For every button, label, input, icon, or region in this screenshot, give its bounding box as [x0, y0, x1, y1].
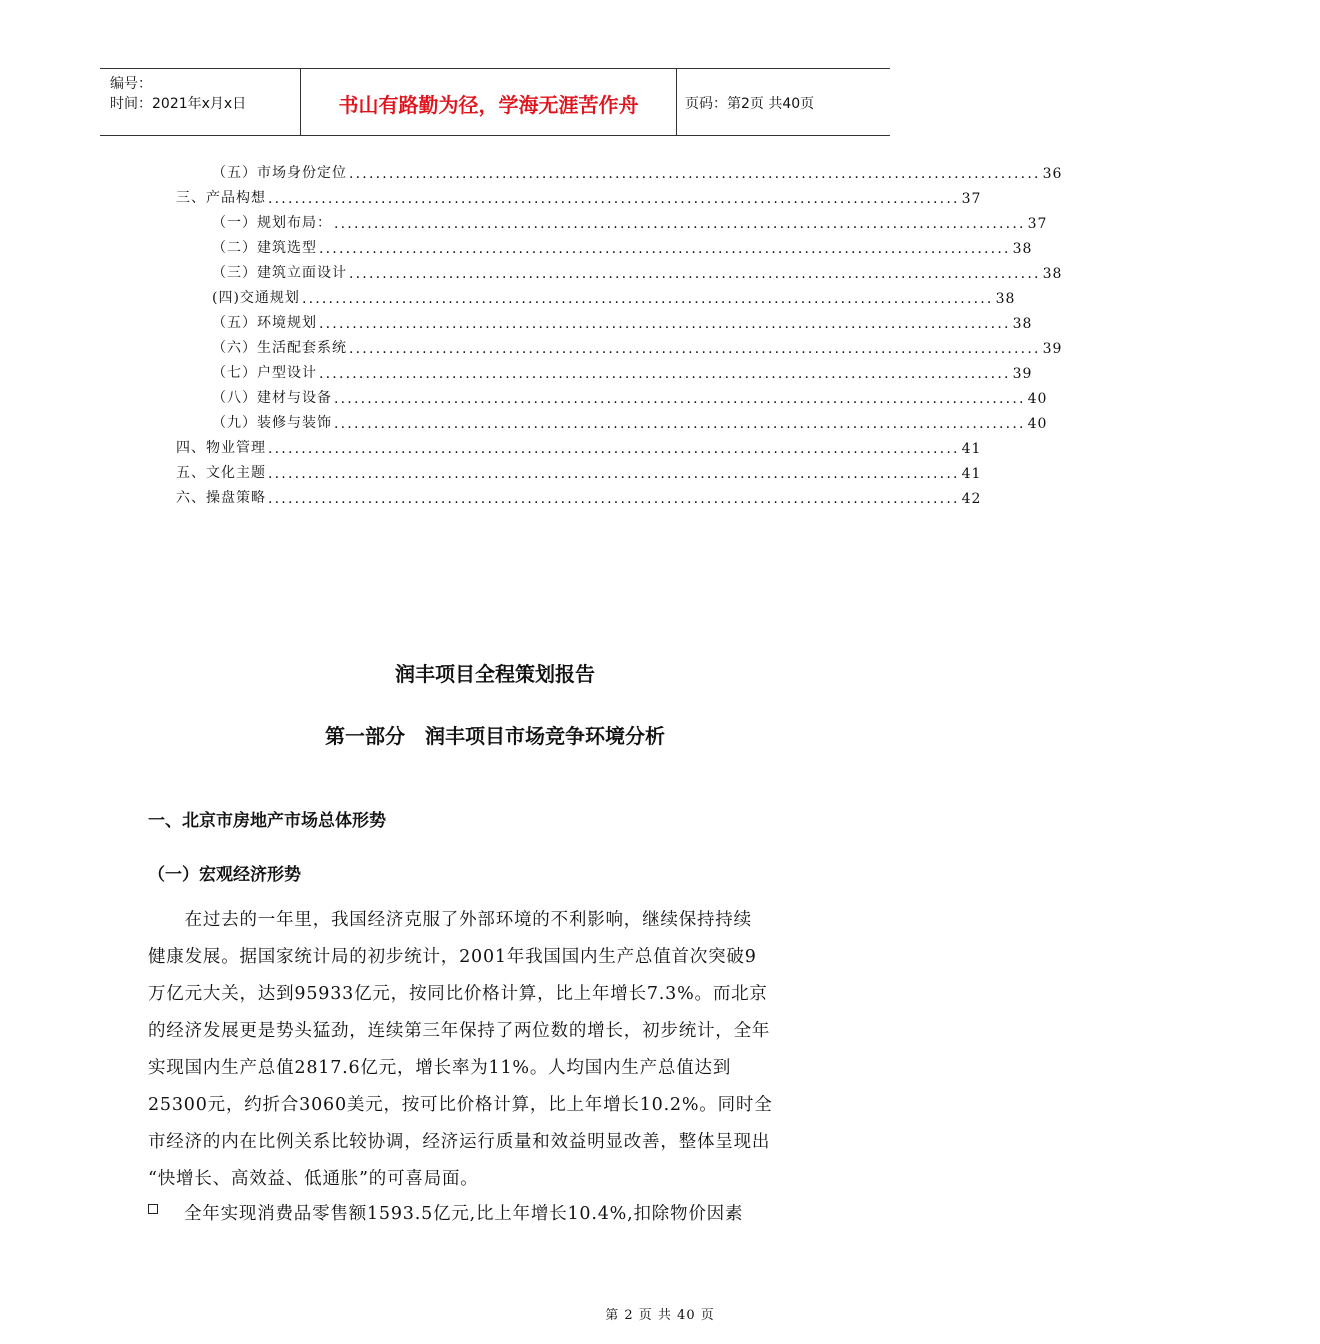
toc-leader-dots: ........................................................................................................ — [268, 491, 960, 507]
paragraph-line: 25300元，约折合3060美元，按可比价格计算，比上年增长10.2%。同时全 — [148, 1095, 773, 1115]
toc-entry-page: 39 — [1042, 341, 1063, 357]
toc-entry-label: 六、操盘策略 — [176, 490, 266, 506]
toc-leader-dots: ........................................................................................................ — [349, 166, 1041, 182]
toc-leader-dots: ........................................................................................................ — [319, 241, 1011, 257]
toc-entry[interactable] — [212, 235, 1033, 257]
header-motto-cell — [301, 69, 677, 135]
motto-text: 书山有路勤为径，学海无涯苦作舟 — [338, 93, 639, 117]
toc-entry-page: 37 — [961, 191, 982, 207]
toc-leader-dots: ........................................................................................................ — [334, 216, 1026, 232]
part-title: 第一部分 润丰项目市场竞争环境分析 — [325, 724, 665, 748]
time-label: 时间：2021年x月x日 — [110, 96, 247, 112]
toc-leader-dots: ........................................................................................................ — [349, 266, 1041, 282]
header-page-cell — [677, 69, 890, 135]
bullet-text: 全年实现消费品零售额1593.5亿元,比上年增长10.4%,扣除物价因素 — [184, 1204, 744, 1224]
toc-entry-label: 五、文化主题 — [176, 465, 266, 481]
page-header — [100, 68, 890, 136]
page-footer: 第 2 页 共 40 页 — [605, 1308, 715, 1323]
toc-entry-label: （七）户型设计 — [212, 365, 317, 381]
toc-entry-page: 38 — [1012, 316, 1033, 332]
toc-entry-page: 38 — [1012, 241, 1033, 257]
toc-entry-page: 38 — [1042, 266, 1063, 282]
toc-entry[interactable] — [212, 360, 1033, 382]
toc-entry-page: 41 — [961, 466, 982, 482]
toc-leader-dots: ........................................................................................................ — [268, 191, 960, 207]
toc-entry-page: 38 — [995, 291, 1016, 307]
paragraph-line: 实现国内生产总值2817.6亿元，增长率为11%。人均国内生产总值达到 — [148, 1058, 732, 1078]
toc-entry[interactable] — [176, 485, 982, 507]
document-title: 润丰项目全程策划报告 — [395, 662, 595, 686]
paragraph-line: 市经济的内在比例关系比较协调，经济运行质量和效益明显改善，整体呈现出 — [148, 1132, 771, 1152]
header-page-info: 页码：第2页 共40页 — [685, 96, 815, 112]
toc-entry[interactable] — [212, 385, 1048, 407]
toc-entry[interactable] — [176, 435, 982, 457]
toc-entry-label: (四)交通规划 — [212, 290, 300, 306]
toc-entry-page: 36 — [1042, 166, 1063, 182]
number-label: 编号： — [110, 76, 152, 92]
square-bullet-icon — [148, 1204, 158, 1214]
toc-leader-dots: ........................................................................................................ — [334, 391, 1026, 407]
toc-leader-dots: ........................................................................................................ — [301, 291, 994, 307]
toc-entry[interactable] — [176, 185, 982, 207]
paragraph-line: 的经济发展更是势头猛劲，连续第三年保持了两位数的增长，初步统计，全年 — [148, 1021, 771, 1041]
toc-entry-page: 40 — [1027, 416, 1048, 432]
toc-entry-label: （五）市场身份定位 — [212, 165, 347, 181]
section-heading: 一、北京市房地产市场总体形势 — [148, 811, 386, 831]
paragraph-line: “快增长、高效益、低通胀”的可喜局面。 — [148, 1169, 479, 1189]
paragraph-line: 在过去的一年里，我国经济克服了外部环境的不利影响，继续保持持续 — [148, 910, 752, 930]
toc-entry-label: （九）装修与装饰 — [212, 415, 332, 431]
toc-entry-label: （三）建筑立面设计 — [212, 265, 347, 281]
toc-entry[interactable] — [212, 335, 1063, 357]
toc-entry-label: 三、产品构想 — [176, 190, 266, 206]
toc-entry-page: 41 — [961, 441, 982, 457]
toc-entry[interactable] — [212, 285, 1016, 307]
toc-entry-label: 四、物业管理 — [176, 440, 266, 456]
toc-entry-label: （八）建材与设备 — [212, 390, 332, 406]
toc-leader-dots: ........................................................................................................ — [319, 316, 1011, 332]
toc-leader-dots: ........................................................................................................ — [334, 416, 1026, 432]
toc-leader-dots: ........................................................................................................ — [268, 466, 960, 482]
toc-entry[interactable] — [212, 210, 1048, 232]
toc-leader-dots: ........................................................................................................ — [319, 366, 1011, 382]
toc-entry-label: （二）建筑选型 — [212, 240, 317, 256]
toc-entry-label: （一）规划布局： — [212, 215, 332, 231]
toc-entry-page: 42 — [961, 491, 982, 507]
paragraph-line: 健康发展。据国家统计局的初步统计，2001年我国国内生产总值首次突破9 — [148, 947, 757, 967]
subsection-heading: （一）宏观经济形势 — [148, 865, 301, 885]
toc-entry[interactable] — [212, 410, 1048, 432]
toc-entry-page: 37 — [1027, 216, 1048, 232]
toc-entry[interactable] — [176, 460, 982, 482]
toc-entry[interactable] — [212, 160, 1063, 182]
toc-entry[interactable] — [212, 260, 1063, 282]
toc-leader-dots: ........................................................................................................ — [268, 441, 960, 457]
toc-entry-label: （五）环境规划 — [212, 315, 317, 331]
toc-entry-page: 39 — [1012, 366, 1033, 382]
toc-entry[interactable] — [212, 310, 1033, 332]
header-meta-cell — [100, 69, 301, 135]
toc-leader-dots: ........................................................................................................ — [349, 341, 1041, 357]
toc-entry-label: （六）生活配套系统 — [212, 340, 347, 356]
paragraph-line: 万亿元大关，达到95933亿元，按同比价格计算，比上年增长7.3%。而北京 — [148, 984, 768, 1004]
toc-entry-page: 40 — [1027, 391, 1048, 407]
